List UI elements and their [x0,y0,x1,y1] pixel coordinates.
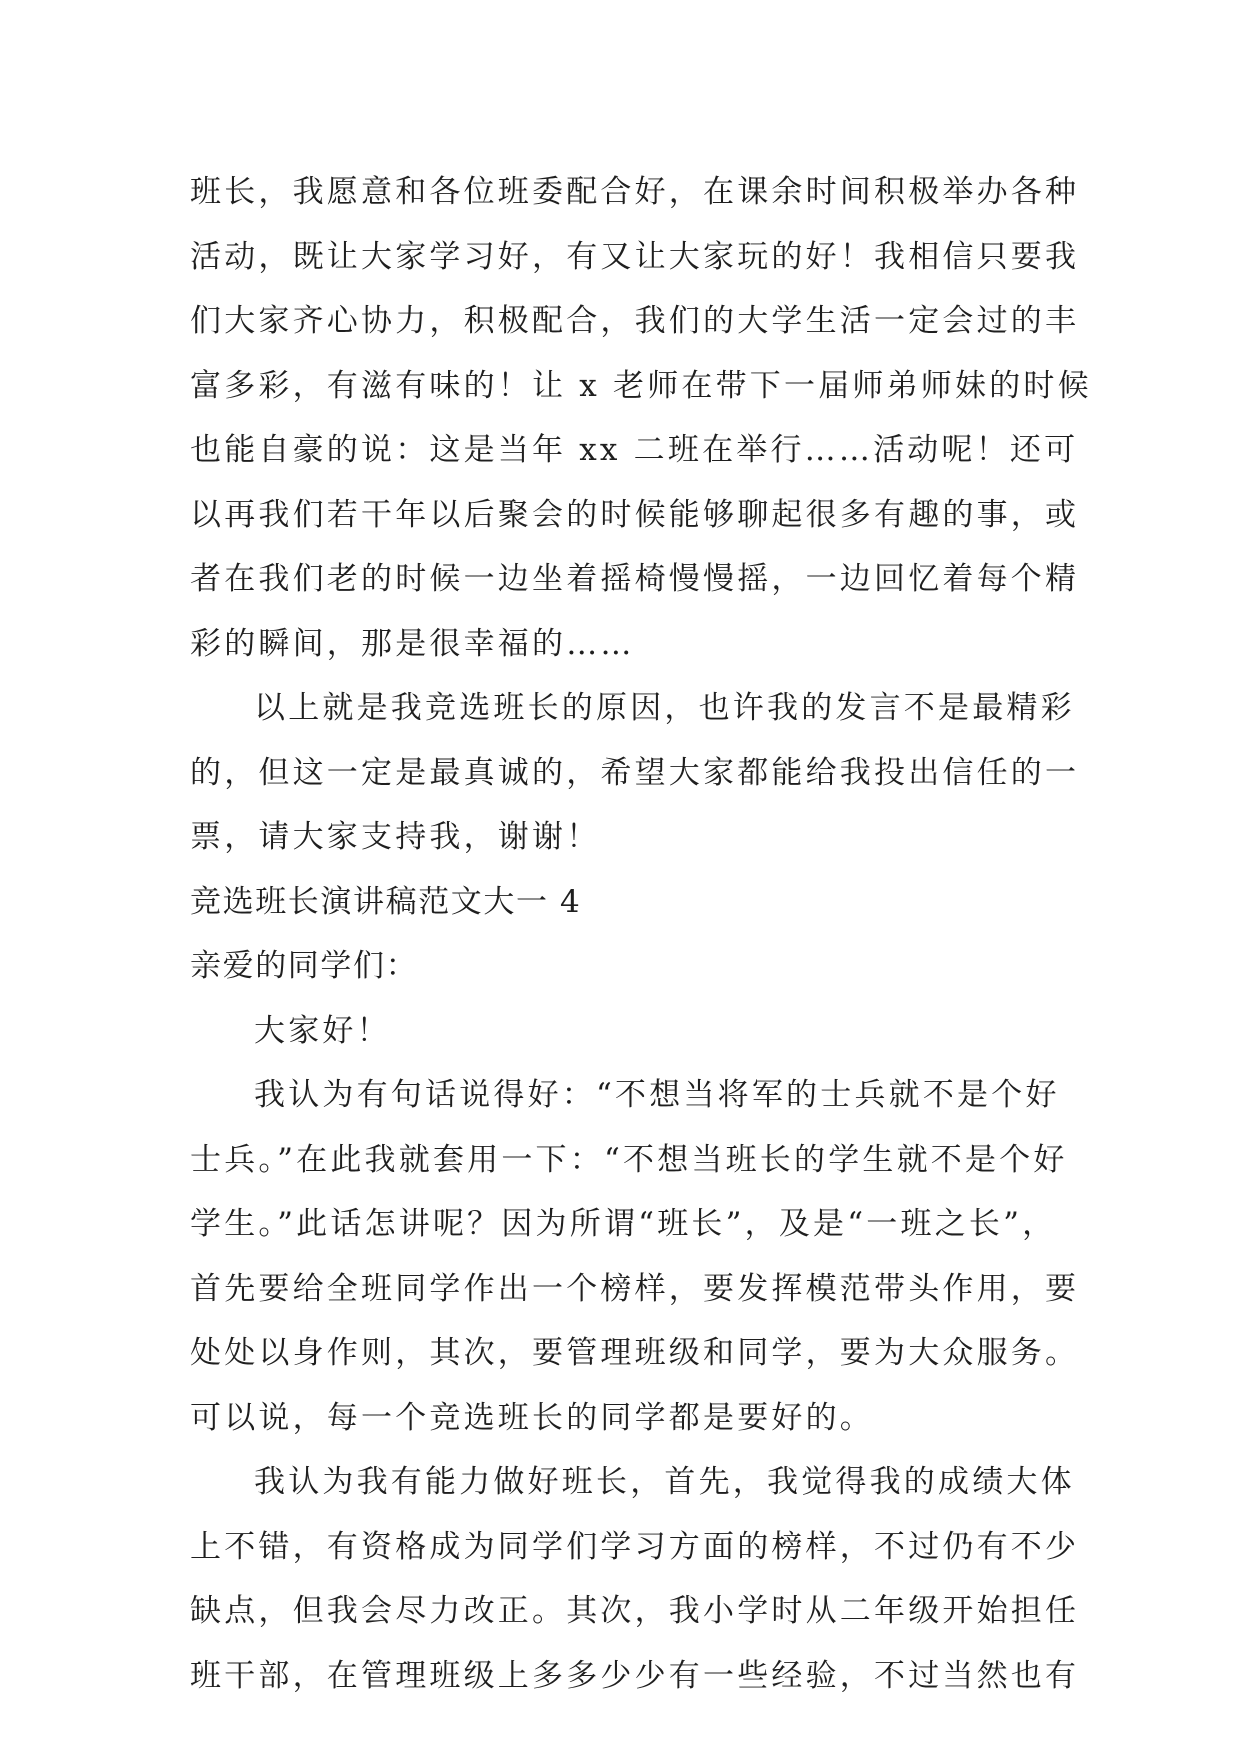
body-text-line: 的，但这一定是最真诚的，希望大家都能给我投出信任的一 [190,754,1080,791]
salutation: 亲爱的同学们： [190,948,419,984]
paragraph-first-line: 我认为我有能力做好班长，首先，我觉得我的成绩大体 [254,1464,1075,1500]
body-text-line: 者在我们老的时候一边坐着摇椅慢慢摇，一边回忆着每个精 [190,561,1080,597]
body-text-line: 活动，既让大家学习好，有又让大家玩的好！我相信只要我 [190,238,1080,275]
section-heading: 竞选班长演讲稿范文大一 4 [190,883,582,920]
body-text-line: 也能自豪的说：这是当年 xx 二班在举行……活动呢！还可 [190,432,1079,468]
body-text-line: 缺点，但我会尽力改正。其次，我小学时从二年级开始担任 [190,1593,1080,1629]
body-text-line: 以再我们若干年以后聚会的时候能够聊起很多有趣的事，或 [190,496,1080,533]
paragraph-first-line: 以上就是我竞选班长的原因，也许我的发言不是最精彩 [254,690,1075,726]
body-text-line: 士兵。”在此我就套用一下：“不想当班长的学生就不是个好 [190,1141,1068,1178]
body-text-line: 彩的瞬间，那是很幸福的…… [190,625,635,662]
body-text-line: 富多彩，有滋有味的！让 x 老师在带下一届师弟师妹的时候 [190,367,1092,404]
body-text-line: 学生。”此话怎讲呢？因为所谓“班长”，及是“一班之长”， [190,1206,1057,1242]
body-text-line: 们大家齐心协力，积极配合，我们的大学生活一定会过的丰 [190,303,1080,339]
body-text-line: 班干部，在管理班级上多多少少有一些经验，不过当然也有 [190,1657,1080,1694]
document-body [190,160,1092,1708]
body-text-line: 首先要给全班同学作出一个榜样，要发挥模范带头作用，要 [190,1270,1080,1307]
body-text-line: 处处以身作则，其次，要管理班级和同学，要为大众服务。 [190,1335,1080,1371]
greeting: 大家好！ [254,1012,391,1049]
body-text-line: 上不错，有资格成为同学们学习方面的榜样，不过仍有不少 [190,1528,1080,1565]
body-text-line: 班长，我愿意和各位班委配合好，在课余时间积极举办各种 [190,174,1080,210]
body-text-line: 可以说，每一个竞选班长的同学都是要好的。 [190,1399,874,1436]
paragraph-first-line: 我认为有句话说得好：“不想当将军的士兵就不是个好 [254,1077,1060,1113]
body-text-line: 票，请大家支持我，谢谢！ [190,819,601,855]
